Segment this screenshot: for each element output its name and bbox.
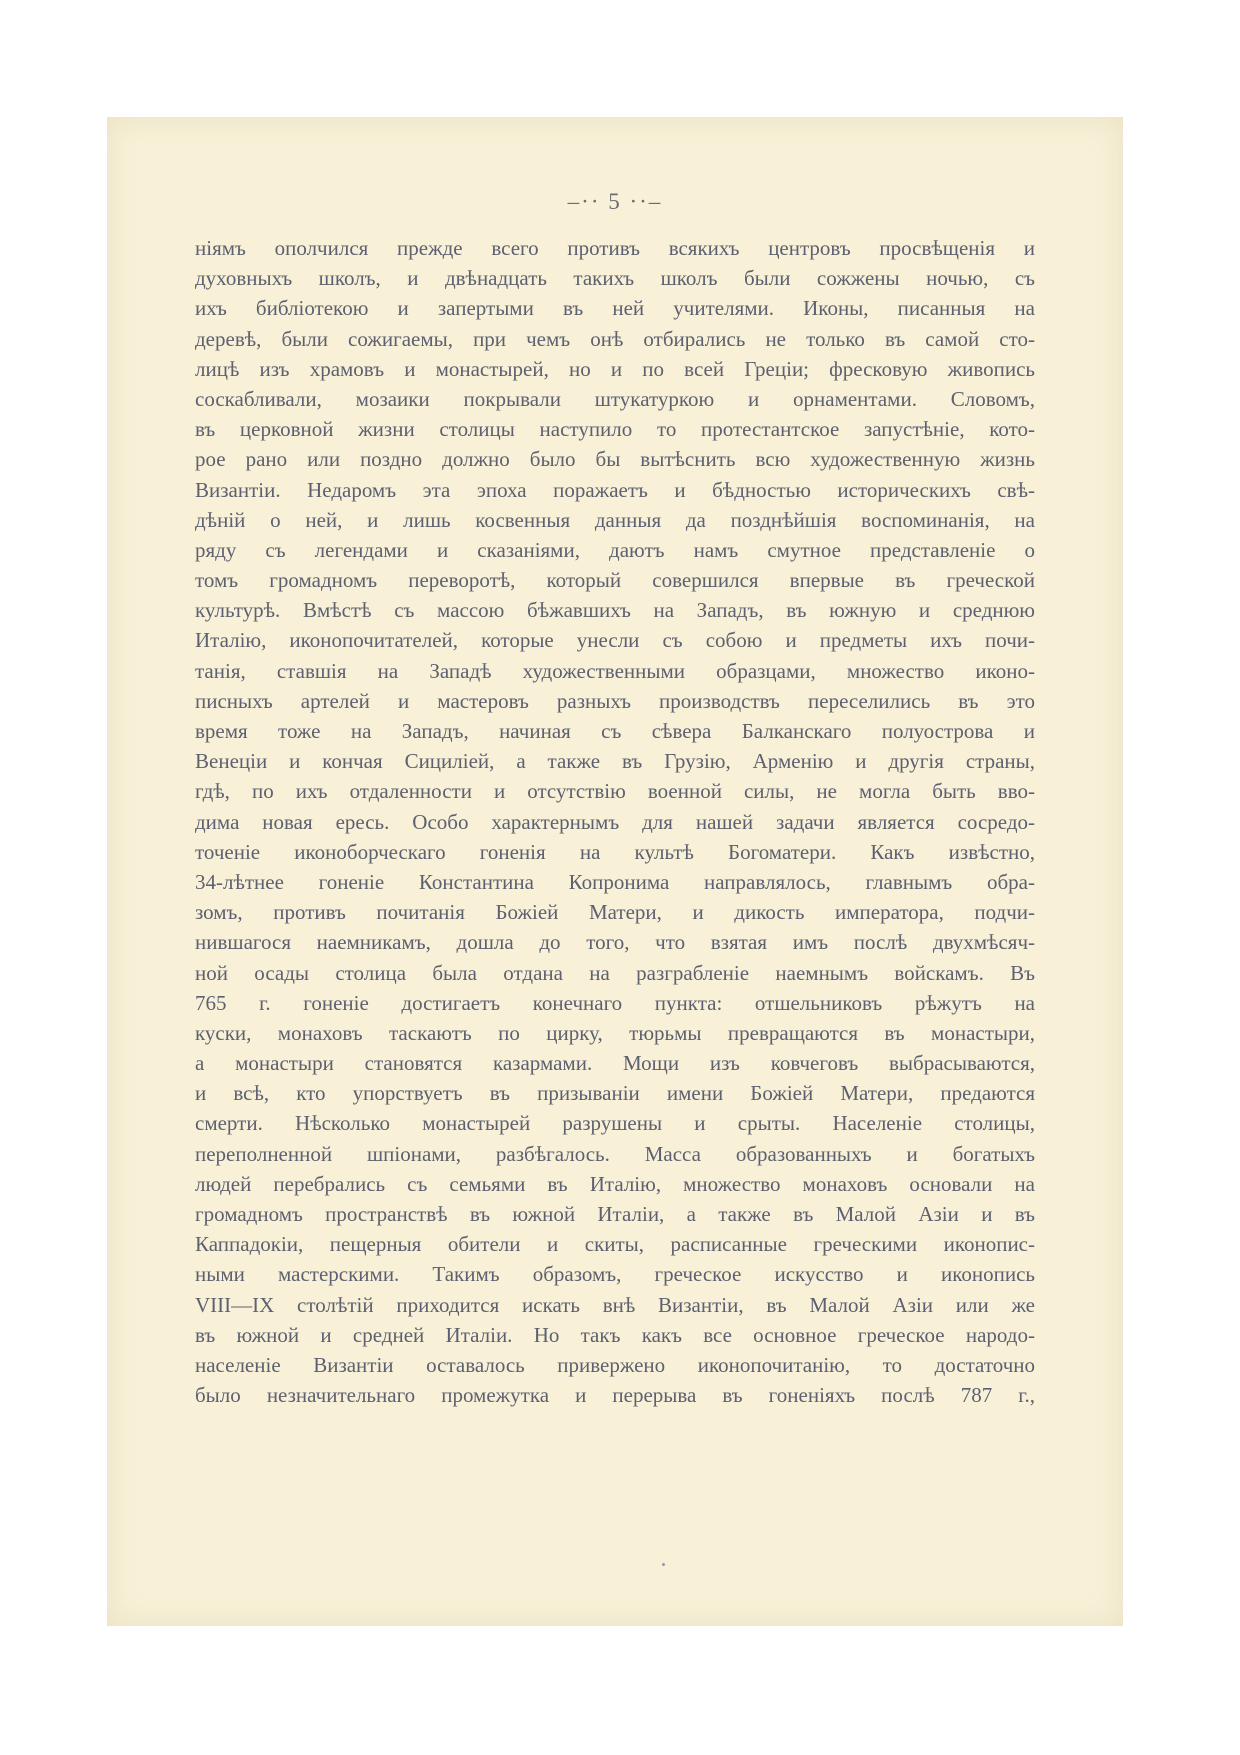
- text-line: Каппадокіи, пещерныя обители и скиты, расписанные греческими иконопис-: [195, 1232, 1035, 1257]
- text-line: было незначительнаго промежутка и перерыва въ гоненіяхъ послѣ 787 г.,: [195, 1383, 1035, 1408]
- text-line: переполненной шпіонами, разбѣгалось. Масса образованныхъ и богатыхъ: [195, 1141, 1035, 1166]
- text-line: а монастыри становятся казармами. Мощи изъ ковчеговъ выбрасываются,: [195, 1051, 1035, 1076]
- page-number: –·· 5 ··–: [567, 189, 663, 214]
- text-line: Византіи. Недаромъ эта эпоха поражаетъ и бѣдностью историческихъ свѣ-: [195, 477, 1035, 502]
- text-line: томъ громадномъ переворотѣ, который совершился впервые въ греческой: [195, 568, 1035, 593]
- text-line: ной осады столица была отдана на разграбленіе наемнымъ войскамъ. Въ: [195, 960, 1035, 985]
- text-line: время тоже на Западъ, начиная съ сѣвера Балканскаго полуострова и: [195, 719, 1035, 743]
- text-line: смерти. Нѣсколько монастырей разрушены и срыты. Населеніе столицы,: [195, 1111, 1035, 1136]
- text-line: въ церковной жизни столицы наступило то протестантское запустѣніе, кото-: [195, 417, 1035, 442]
- text-line: ихъ библіотекою и запертыми въ ней учителями. Иконы, писанныя на: [195, 296, 1035, 321]
- text-line: гдѣ, по ихъ отдаленности и отсутствію военной силы, не могла быть вво-: [195, 779, 1035, 804]
- text-line: VIII—IX столѣтій приходится искать внѣ Византіи, въ Малой Азіи или же: [195, 1292, 1035, 1317]
- text-line: ніямъ ополчился прежде всего противъ всякихъ центровъ просвѣщенія и: [195, 236, 1035, 260]
- text-line: Италію, иконопочитателей, которые унесли съ собою и предметы ихъ почи-: [195, 628, 1035, 653]
- text-line: рое рано или поздно должно было бы вытѣснить всю художественную жизнь: [195, 447, 1035, 472]
- text-line: точеніе иконоборческаго гоненія на культѣ Богоматери. Какъ извѣстно,: [195, 839, 1035, 864]
- text-line: ными мастерскими. Такимъ образомъ, греческое искусство и иконопись: [195, 1262, 1035, 1287]
- text-line: Венеціи и кончая Сициліей, а также въ Грузію, Арменію и другія страны,: [195, 749, 1035, 774]
- document-page: [107, 117, 1123, 1626]
- text-line: 34-лѣтнее гоненіе Константина Копронима направлялось, главнымъ обра-: [195, 869, 1035, 894]
- text-line: дѣній о ней, и лишь косвенныя данныя да позднѣйшія воспоминанія, на: [195, 507, 1035, 532]
- text-line: культурѣ. Вмѣстѣ съ массою бѣжавшихъ на Западъ, въ южную и среднюю: [195, 598, 1035, 623]
- text-line: дима новая ересь. Особо характернымъ для нашей задачи является сосредо-: [195, 809, 1035, 834]
- text-line: нившагося наемникамъ, дошла до того, что взятая имъ послѣ двухмѣсяч-: [195, 930, 1035, 955]
- text-line: въ южной и средней Италіи. Но такъ какъ все основное греческое народо-: [195, 1322, 1035, 1347]
- text-line: людей перебрались съ семьями въ Италію, множество монаховъ основали на: [195, 1171, 1035, 1196]
- text-line: 765 г. гоненіе достигаетъ конечнаго пункта: отшельниковъ рѣжутъ на: [195, 990, 1035, 1015]
- text-line: соскабливали, мозаики покрывали штукатуркою и орнаментами. Словомъ,: [195, 386, 1035, 411]
- text-line: громадномъ пространствѣ въ южной Италіи, а также въ Малой Азіи и въ: [195, 1202, 1035, 1226]
- text-line: духовныхъ школъ, и двѣнадцать такихъ школъ были сожжены ночью, съ: [195, 266, 1035, 291]
- text-line: деревѣ, были сожигаемы, при чемъ онѣ отбирались не только въ самой сто-: [195, 326, 1035, 351]
- text-line: и всѣ, кто упорствуетъ въ призываніи имени Божіей Матери, предаются: [195, 1081, 1035, 1106]
- body-text: [195, 233, 1035, 1410]
- text-line: населеніе Византіи оставалось привержено иконопочитанію, то достаточно: [195, 1352, 1035, 1377]
- text-line: писныхъ артелей и мастеровъ разныхъ производствъ переселились въ это: [195, 688, 1035, 713]
- text-line: ряду съ легендами и сказаніями, даютъ намъ смутное представленіе о: [195, 537, 1035, 562]
- text-line: лицѣ изъ храмовъ и монастырей, но и по всей Греціи; фресковую живопись: [195, 356, 1035, 381]
- text-line: куски, монаховъ таскаютъ по цирку, тюрьмы превращаются въ монастыри,: [195, 1020, 1035, 1045]
- text-line: танія, ставшія на Западѣ художественными образцами, множество иконо-: [195, 658, 1035, 683]
- scan-speck: [662, 1563, 665, 1566]
- text-line: зомъ, противъ почитанія Божіей Матери, и дикость императора, подчи-: [195, 900, 1035, 925]
